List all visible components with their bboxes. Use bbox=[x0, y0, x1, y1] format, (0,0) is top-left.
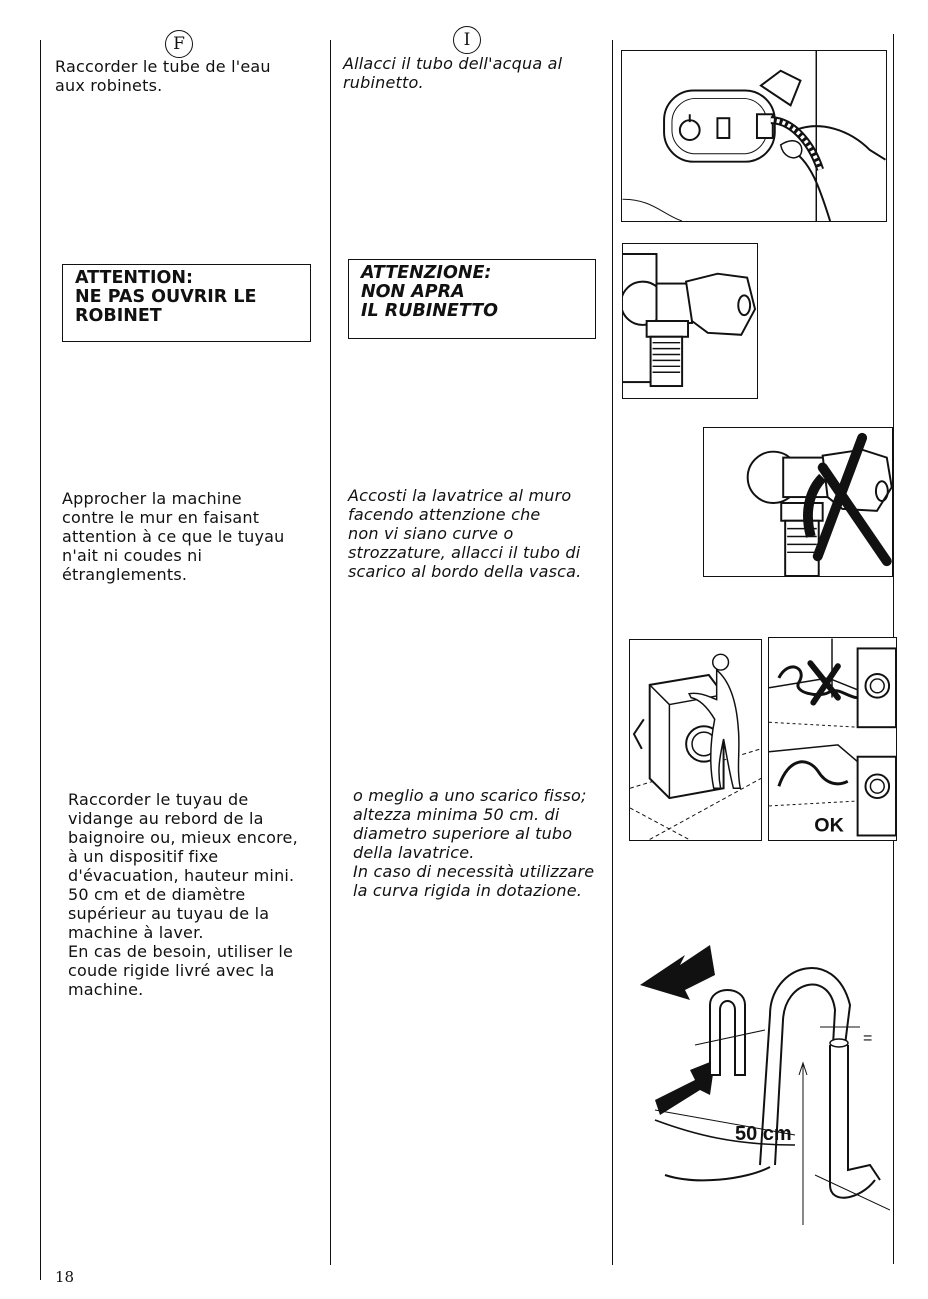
it-warning-box: ATTENZIONE: NON APRA IL RUBINETTO bbox=[348, 259, 596, 339]
ok-label: OK bbox=[814, 814, 844, 837]
column-divider-middle bbox=[330, 40, 331, 1265]
fr-warning-box: ATTENTION: NE PAS OUVRIR LE ROBINET bbox=[62, 264, 311, 342]
equal-diameter-sign: = bbox=[863, 1030, 873, 1047]
column-divider-left bbox=[40, 40, 41, 1280]
figure-tap-closed bbox=[622, 243, 758, 399]
figure-hose-to-tap bbox=[621, 50, 887, 222]
it-step-drain-hose: o meglio a uno scarico fisso; altezza minima 50 cm. di diametro superiore al tubo della lavatrice. In caso di necessità utilizzare la curva rigida in dotazione. bbox=[353, 786, 595, 900]
fr-step-position-machine: Approcher la machine contre le mur en faisant attention à ce que le tuyau n'ait ni coudes ni étranglements. bbox=[62, 489, 285, 584]
figure-drain-hose-ok bbox=[768, 637, 897, 841]
french-language-marker: F bbox=[165, 30, 193, 58]
figure-push-machine-to-wall bbox=[629, 639, 762, 841]
it-step-position-machine: Accosti la lavatrice al muro facendo attenzione che non vi siano curve o strozzature, allacci il tubo di scarico al bordo della vasca. bbox=[348, 486, 582, 581]
italian-language-marker: I bbox=[453, 26, 481, 54]
fr-step-drain-hose: Raccorder le tuyau de vidange au rebord de la baignoire ou, mieux encore, à un dispositif fixe d'évacuation, hauteur mini. 50 cm et de diamètre supérieur au tuyau de la machine à laver. En cas de besoin, utiliser le coude rigide livré avec la machine. bbox=[68, 790, 298, 999]
fr-step-connect-hose: Raccorder le tube de l'eau aux robinets. bbox=[55, 57, 271, 95]
figure-tap-do-not-open bbox=[703, 427, 893, 577]
height-label: 50 cm bbox=[735, 1123, 792, 1145]
column-divider-figures bbox=[612, 40, 613, 1265]
page-number: 18 bbox=[55, 1268, 75, 1286]
it-step-connect-hose: Allacci il tubo dell'acqua al rubinetto. bbox=[343, 54, 563, 92]
figure-drain-hose-height bbox=[635, 935, 890, 1235]
